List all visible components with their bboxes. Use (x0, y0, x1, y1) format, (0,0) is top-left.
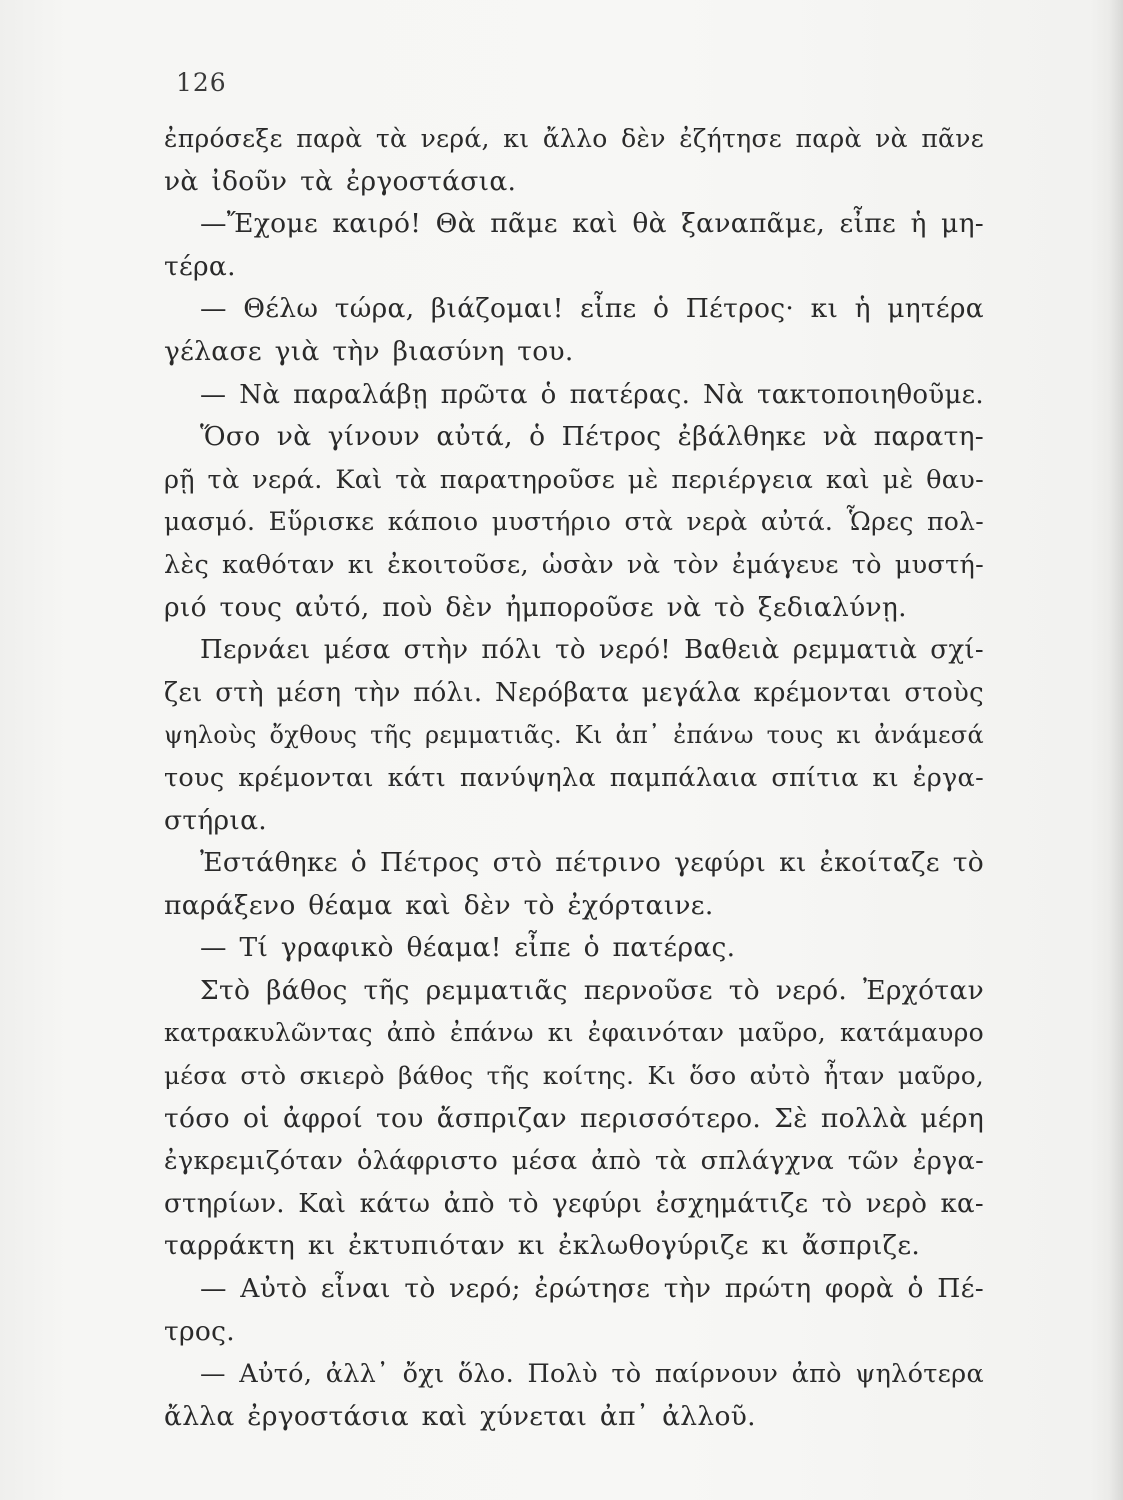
text-line: μέσα στὸ σκιερὸ βάθος τῆς κοίτης. Κι ὅσο αὐτὸ ἦταν μαῦρο, (164, 1061, 984, 1091)
text-line: Στὸ βάθος τῆς ρεμματιᾶς περνοῦσε τὸ νερό. Ἐρχόταν (200, 974, 984, 1006)
text-line: ἄλλα ἐργοστάσια καὶ χύνεται ἀπ᾽ ἀλλοῦ. (164, 1400, 756, 1432)
page-edge-shadow (1109, 0, 1123, 1500)
text-line: — Νὰ παραλάβῃ πρῶτα ὁ πατέρας. Νὰ τακτοποιηθοῦμε. (200, 379, 984, 410)
text-line: τόσο οἱ ἀφροί του ἄσπριζαν περισσότερο. Σὲ πολλὰ μέρη (164, 1102, 984, 1134)
text-line: ἐπρόσεξε παρὰ τὰ νερά, κι ἄλλο δὲν ἐζήτησε παρὰ νὰ πᾶνε (164, 124, 984, 153)
text-line: τρος. (164, 1315, 235, 1347)
text-line: Ἐστάθηκε ὁ Πέτρος στὸ πέτρινο γεφύρι κι ἐκοίταζε τὸ (200, 847, 984, 879)
text-line: κατρακυλῶντας ἀπὸ ἐπάνω κι ἐφαινόταν μαῦρο, κατάμαυρο (164, 1018, 984, 1048)
text-line: ριό τους αὐτό, ποὺ δὲν ἠμποροῦσε νὰ τὸ ξεδιαλύνῃ. (164, 591, 907, 623)
text-line: — Αὐτὸ εἶναι τὸ νερό; ἐρώτησε τὴν πρώτη φορὰ ὁ Πέ- (200, 1273, 984, 1305)
text-line: — Τί γραφικὸ θέαμα! εἶπε ὁ πατέρας. (200, 932, 736, 964)
text-line: στήρια. (164, 804, 268, 836)
text-line: γέλασε γιὰ τὴν βιασύνη του. (164, 335, 574, 367)
text-line: μασμό. Εὕρισκε κάποιο μυστήριο στὰ νερὰ αὐτά. Ὧρες πολ- (164, 507, 984, 537)
text-line: — Θέλω τώρα, βιάζομαι! εἶπε ὁ Πέτρος· κι ἡ μητέρα (200, 293, 984, 325)
text-line: τέρα. (164, 250, 236, 282)
text-line: λὲς καθόταν κι ἐκοιτοῦσε, ὡσὰν νὰ τὸν ἐμάγευε τὸ μυστή- (164, 549, 984, 580)
text-line: νὰ ἰδοῦν τὰ ἐργοστάσια. (164, 165, 517, 197)
text-line: ψηλοὺς ὄχθους τῆς ρεμματιᾶς. Κι ἀπ᾽ ἐπάνω τους κι ἀνάμεσά (164, 721, 984, 750)
text-line: —Ἔχομε καιρό! Θὰ πᾶμε καὶ θὰ ξαναπᾶμε, εἶπε ἡ μη- (200, 208, 984, 240)
text-line: ζει στὴ μέση τὴν πόλι. Νερόβατα μεγάλα κρέμονται στοὺς (164, 677, 984, 708)
text-line: παράξενο θέαμα καὶ δὲν τὸ ἐχόρταινε. (164, 889, 714, 921)
page-number: 126 (176, 68, 227, 97)
text-line: ἐγκρεμιζόταν ὁλάφριστο μέσα ἀπὸ τὰ σπλάγχνα τῶν ἐργα- (164, 1146, 984, 1177)
text-line: Περνάει μέσα στὴν πόλι τὸ νερό! Βαθειὰ ρεμματιὰ σχί- (200, 635, 984, 666)
text-line: Ὅσο νὰ γίνουν αὐτά, ὁ Πέτρος ἐβάλθηκε νὰ παρατη- (200, 421, 984, 453)
text-line: τους κρέμονται κάτι πανύψηλα παμπάλαια σπίτια κι ἐργα- (164, 762, 984, 793)
text-line: — Αὐτό, ἀλλ᾽ ὄχι ὅλο. Πολὺ τὸ παίρνουν ἀπὸ ψηλότερα (200, 1359, 984, 1390)
text-line: ταρράκτη κι ἐκτυπιόταν κι ἐκλωθογύριζε κι ἄσπριζε. (164, 1230, 921, 1262)
text-line: ρῇ τὰ νερά. Καὶ τὰ παρατηροῦσε μὲ περιέργεια καὶ μὲ θαυ- (164, 464, 984, 495)
body-text (164, 118, 984, 1438)
text-line: στηρίων. Καὶ κάτω ἀπὸ τὸ γεφύρι ἐσχημάτιζε τὸ νερὸ κα- (164, 1188, 984, 1219)
